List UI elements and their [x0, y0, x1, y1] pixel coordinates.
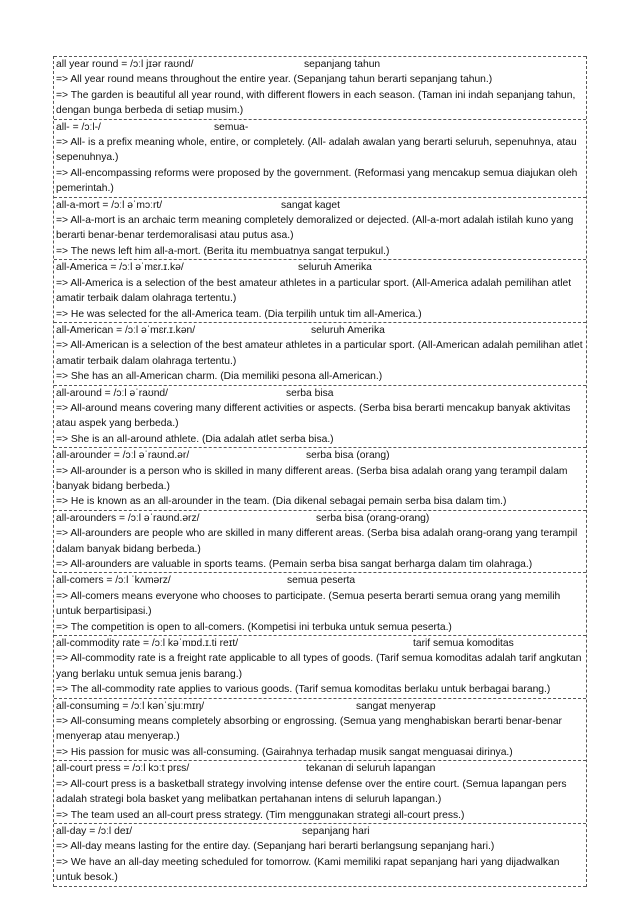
- example-sentence: => The all-commodity rate applies to various goods. (Tarif semua komoditas berlaku untuk berbagai barang.): [56, 684, 551, 696]
- example-sentence: => We have an all-day meeting scheduled for tomorrow. (Kami memiliki rapat sepanjang hari yang dijadwalkan untuk besok.): [56, 856, 560, 884]
- indonesian-gloss: tarif semua komoditas: [413, 638, 514, 650]
- indonesian-gloss: serba bisa (orang): [306, 450, 390, 462]
- headword-pronunciation: all-America = /ɔːl əˈmɛr.ɪ.kə/: [56, 262, 184, 274]
- headword-pronunciation: all-around = /ɔːl əˈraʊnd/: [56, 387, 169, 399]
- entry-header: [56, 260, 584, 275]
- headword-pronunciation: all-day = /ɔːl deɪ/: [56, 825, 133, 837]
- example-sentence: => He is known as an all-arounder in the team. (Dia dikenal sebagai pemain serba bisa dalam tim.): [56, 496, 507, 508]
- definition-text: => All-commodity rate is a freight rate applicable to all types of goods. (Tarif semua komoditas adalah tarif angkutan yang berlaku untuk semua jenis barang.): [56, 653, 582, 680]
- dictionary-document: [53, 56, 587, 887]
- definition-text: => All-court press is a basketball strategy involving intense defense over the entire court. (Semua lapangan pers adalah strategi bola basket yang melibatkan pertahanan intens di seluruh lapangan.): [56, 778, 567, 806]
- headword-pronunciation: all-arounders = /ɔːl əˈraʊnd.ərz/: [56, 512, 200, 524]
- indonesian-gloss: tekanan di seluruh lapangan: [306, 763, 436, 775]
- headword-pronunciation: all-American = /ɔːl əˈmɛr.ɪ.kən/: [56, 324, 196, 336]
- dictionary-entry: [54, 447, 586, 510]
- example-sentence: => All-encompassing reforms were proposed by the government. (Reformasi yang mencakup semua diajukan oleh pemerintah.): [56, 167, 578, 195]
- headword-pronunciation: all-commodity rate = /ɔːl kəˈmɒd.ɪ.ti reɪt/: [56, 638, 239, 650]
- dictionary-entry: [54, 510, 586, 573]
- entry-header: [56, 573, 584, 588]
- indonesian-gloss: sepanjang hari: [302, 825, 370, 837]
- entry-header: [56, 198, 584, 213]
- dictionary-entry: [54, 698, 586, 761]
- example-sentence: => All-arounders are valuable in sports teams. (Pemain serba bisa sangat berharga dalam tim olahraga.): [56, 559, 533, 570]
- entry-header: [56, 699, 584, 714]
- indonesian-gloss: semua peserta: [287, 575, 356, 587]
- entry-header: [56, 323, 584, 338]
- headword-pronunciation: all-court press = /ɔːl kɔːt prɛs/: [56, 763, 190, 775]
- dictionary-entry: [54, 259, 586, 322]
- headword-pronunciation: all- = /ɔːl-/: [56, 121, 101, 133]
- dictionary-entry: [54, 760, 586, 823]
- example-sentence: => The news left him all-a-mort. (Berita itu membuatnya sangat terpukul.): [56, 245, 390, 257]
- example-sentence: => The competition is open to all-comers. (Kompetisi ini terbuka untuk semua peserta.): [56, 621, 452, 633]
- indonesian-gloss: seluruh Amerika: [311, 324, 385, 336]
- definition-text: => All-arounders are people who are skilled in many different areas. (Serba bisa adalah orang-orang yang terampil dalam banyak bidang berbeda.): [56, 528, 578, 555]
- definition-text: => All year round means throughout the entire year. (Sepanjang tahun berarti sepanjang tahun.): [56, 74, 493, 86]
- definition-text: => All-consuming means completely absorbing or engrossing. (Semua yang menghabiskan berarti benar-benar menyerap atau menyerap.): [56, 716, 562, 743]
- indonesian-gloss: seluruh Amerika: [298, 262, 372, 274]
- example-sentence: => He was selected for the all-America team. (Dia terpilih untuk tim all-America.): [56, 308, 422, 320]
- dictionary-entry: [54, 385, 586, 448]
- entry-header: [56, 120, 584, 135]
- indonesian-gloss: sepanjang tahun: [304, 59, 381, 70]
- dictionary-entry: [54, 823, 586, 887]
- definition-text: => All-a-mort is an archaic term meaning completely demoralized or dejected. (All-a-mort adalah istilah kuno yang berarti benar-benar terdemoralisasi atau putus asa.): [56, 215, 574, 242]
- indonesian-gloss: sangat menyerap: [356, 700, 436, 712]
- entry-header: [56, 761, 584, 776]
- definition-text: => All-day means lasting for the entire day. (Sepanjang hari berarti berlangsung sepanjang hari.): [56, 841, 495, 853]
- indonesian-gloss: serba bisa (orang-orang): [316, 512, 430, 524]
- example-sentence: => His passion for music was all-consuming. (Gairahnya terhadap musik sangat menguasai dirinya.): [56, 746, 513, 758]
- entry-header: [56, 511, 584, 526]
- headword-pronunciation: all-consuming = /ɔːl kənˈsjuːmɪŋ/: [56, 700, 205, 712]
- example-sentence: => The garden is beautiful all year round, with different flowers in each season. (Taman ini indah sepanjang tahun, dengan bunga berbeda di setiap musim.): [56, 89, 576, 117]
- definition-text: => All-comers means everyone who chooses to participate. (Semua peserta berarti semua orang yang memilih untuk berpartisipasi.): [56, 590, 561, 618]
- entry-header: [56, 386, 584, 401]
- dictionary-entry: [54, 322, 586, 385]
- headword-pronunciation: all-a-mort = /ɔːl əˈmɔːrt/: [56, 199, 163, 211]
- dictionary-entry: [54, 119, 586, 197]
- dictionary-entry: [54, 56, 586, 119]
- dictionary-entry: [54, 635, 586, 698]
- definition-text: => All- is a prefix meaning whole, entire, or completely. (All- adalah awalan yang berarti seluruh, sepenuhnya, atau sepenuhnya.): [56, 137, 577, 164]
- example-sentence: => She has an all-American charm. (Dia memiliki pesona all-American.): [56, 371, 383, 383]
- example-sentence: => The team used an all-court press strategy. (Tim menggunakan strategi all-court press.): [56, 809, 465, 821]
- example-sentence: => She is an all-around athlete. (Dia adalah atlet serba bisa.): [56, 433, 334, 445]
- headword-pronunciation: all year round = /ɔːl jɪər raʊnd/: [56, 59, 194, 70]
- indonesian-gloss: sangat kaget: [281, 199, 340, 211]
- definition-text: => All-American is a selection of the best amateur athletes in a particular sport. (All-American adalah pemilihan atlet amatir terbaik dalam olahraga tertentu.): [56, 340, 583, 367]
- indonesian-gloss: serba bisa: [286, 387, 334, 399]
- headword-pronunciation: all-arounder = /ɔːl əˈraʊnd.ər/: [56, 450, 190, 462]
- indonesian-gloss: semua-: [214, 121, 249, 133]
- dictionary-entry: [54, 572, 586, 635]
- definition-text: => All-around means covering many different activities or aspects. (Serba bisa berarti mencakup banyak aktivitas atau aspek yang berbeda.): [56, 402, 571, 430]
- entry-header: [56, 448, 584, 463]
- entry-header: [56, 57, 584, 72]
- entry-header: [56, 824, 584, 839]
- definition-text: => All-arounder is a person who is skilled in many different areas. (Serba bisa adalah orang yang terampil dalam banyak bidang berbeda.): [56, 465, 568, 492]
- headword-pronunciation: all-comers = /ɔːl ˈkʌmərz/: [56, 575, 171, 587]
- entry-header: [56, 636, 584, 651]
- definition-text: => All-America is a selection of the best amateur athletes in a particular sport. (All-America adalah pemilihan atlet amatir terbaik dalam olahraga tertentu.): [56, 277, 572, 305]
- dictionary-entry: [54, 197, 586, 260]
